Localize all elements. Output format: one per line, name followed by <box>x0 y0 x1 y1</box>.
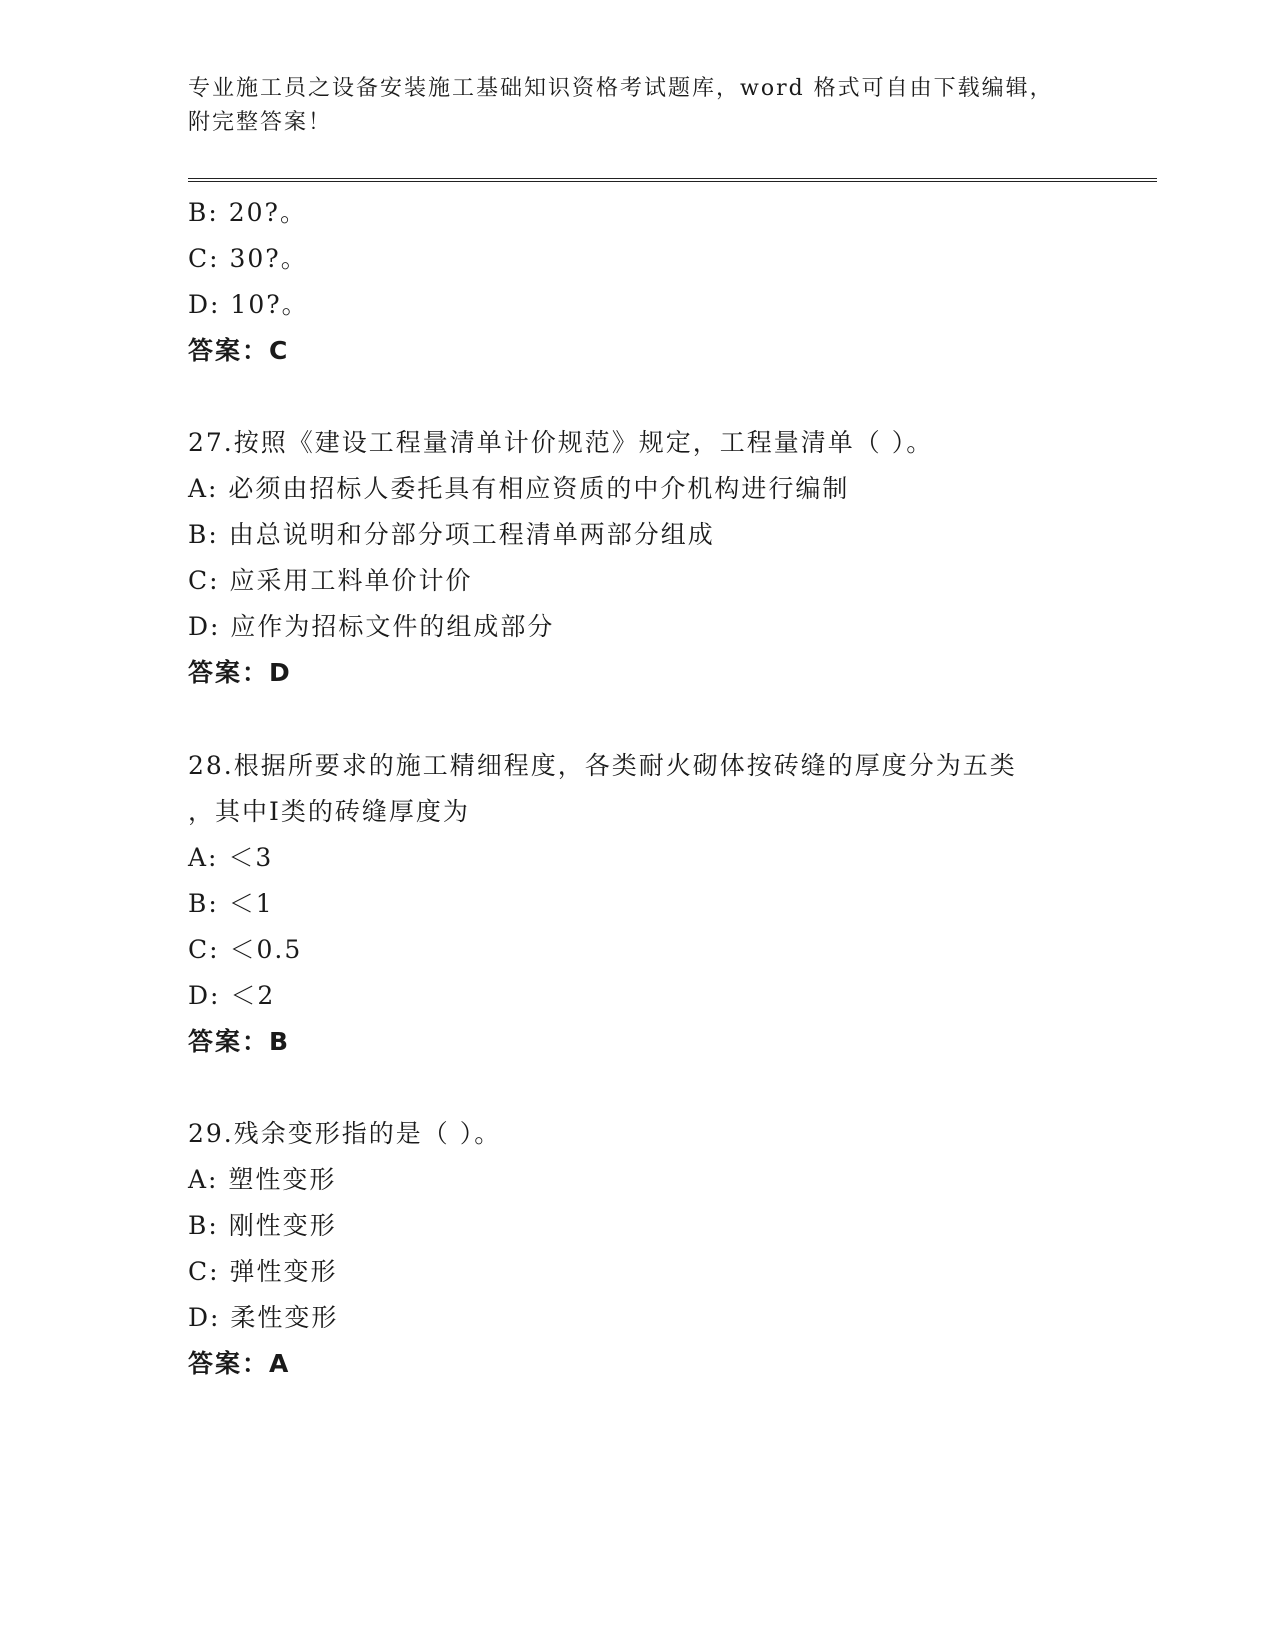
option-a: A: 必须由招标人委托具有相应资质的中介机构进行编制 <box>188 474 850 503</box>
question-list <box>188 190 1128 1387</box>
option-d: D: ＜2 <box>188 981 276 1010</box>
option-c: C: 弹性变形 <box>188 1257 338 1286</box>
option-b: B: 由总说明和分部分项工程清单两部分组成 <box>188 520 715 549</box>
option-d: D: 10?。 <box>188 290 309 319</box>
header-divider <box>188 178 1157 182</box>
question-text-line-1: 28.根据所要求的施工精细程度，各类耐火砌体按砖缝的厚度分为五类 <box>188 751 1017 780</box>
question-26 <box>188 190 1128 374</box>
option-b: B: 20?。 <box>188 198 307 227</box>
answer: 答案：B <box>188 1027 291 1056</box>
question-text-line-2: ，其中Ⅰ类的砖缝厚度为 <box>188 797 470 826</box>
question-text: 29.残余变形指的是（ ）。 <box>188 1119 502 1148</box>
document-header <box>188 72 1088 140</box>
option-d: D: 应作为招标文件的组成部分 <box>188 612 555 641</box>
option-a: A: ＜3 <box>188 843 274 872</box>
question-text: 27.按照《建设工程量清单计价规范》规定，工程量清单（ ）。 <box>188 428 934 457</box>
option-a: A: 塑性变形 <box>188 1165 337 1194</box>
option-d: D: 柔性变形 <box>188 1303 339 1332</box>
answer: 答案：D <box>188 658 292 687</box>
header-line-1: 专业施工员之设备安装施工基础知识资格考试题库，word 格式可自由下载编辑， <box>188 76 1054 101</box>
answer: 答案：A <box>188 1349 291 1378</box>
option-b: B: ＜1 <box>188 889 274 918</box>
option-c: C: 30?。 <box>188 244 308 273</box>
answer: 答案：C <box>188 336 290 365</box>
question-27 <box>188 420 1128 696</box>
option-c: C: 应采用工料单价计价 <box>188 566 473 595</box>
question-28 <box>188 743 1128 1065</box>
option-c: C: ＜0.5 <box>188 935 303 964</box>
option-b: B: 刚性变形 <box>188 1211 337 1240</box>
header-line-2: 附完整答案！ <box>188 110 333 135</box>
question-29 <box>188 1111 1128 1387</box>
